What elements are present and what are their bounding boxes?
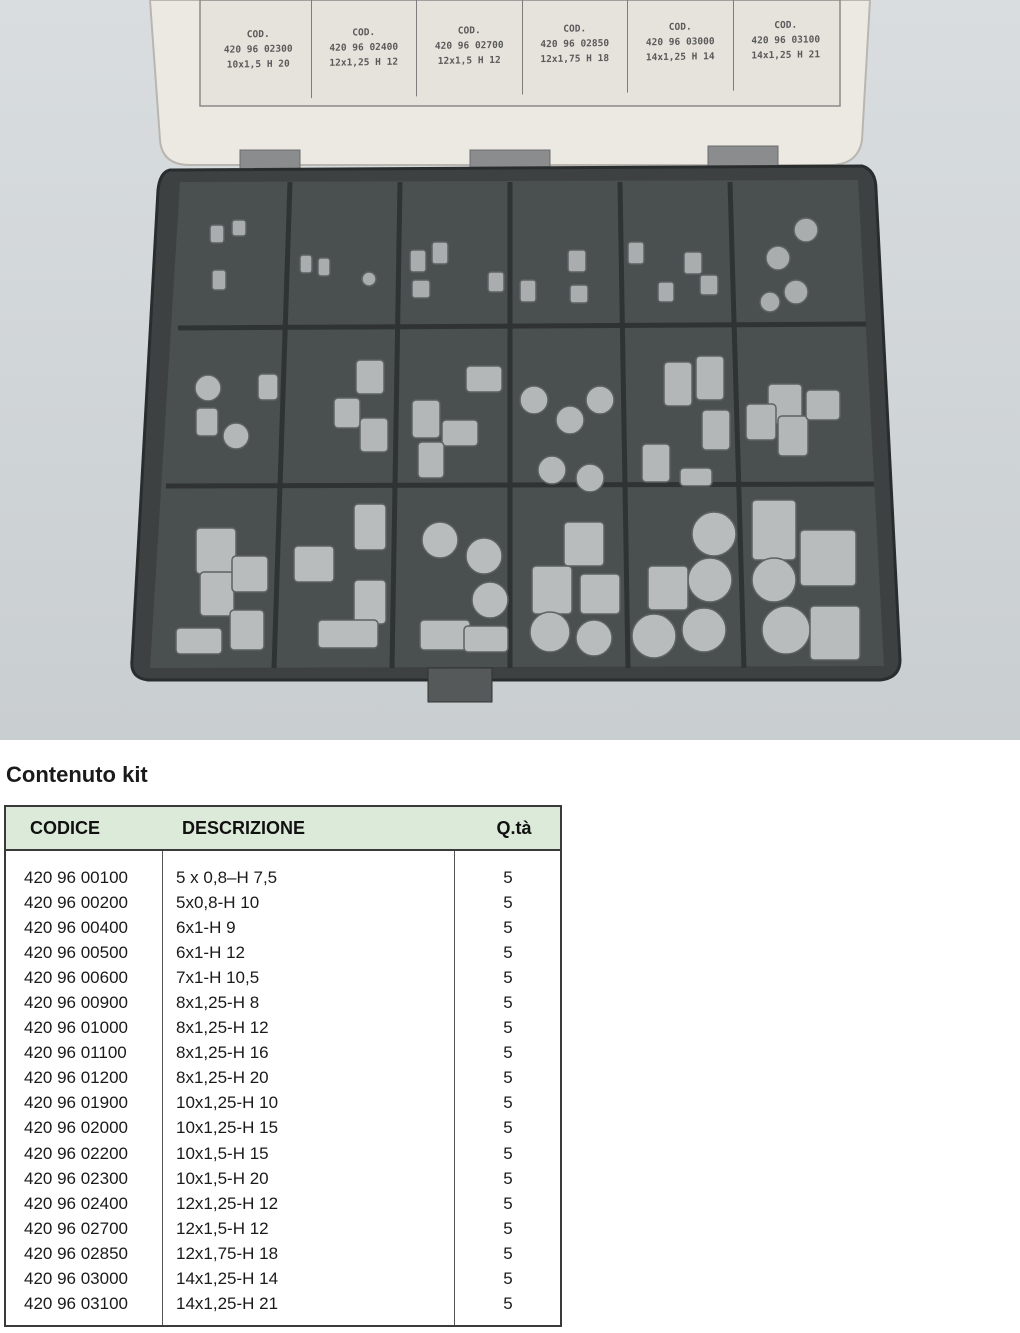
cell-description: 7x1-H 10,5 — [176, 967, 260, 987]
table-row — [6, 940, 560, 965]
cell-quantity: 5 — [503, 993, 513, 1013]
cell-quantity: 5 — [503, 917, 513, 937]
cell-code: 420 96 01900 — [24, 1093, 128, 1113]
cell-description: 10x1,25-H 10 — [176, 1093, 279, 1113]
lid-label-code: 420 96 02300 — [223, 42, 293, 56]
lid-label-cod: COD. — [774, 19, 798, 31]
table-row — [6, 1066, 560, 1091]
table-row — [6, 1141, 560, 1166]
table-row — [6, 1216, 560, 1241]
cell-code: 420 96 00100 — [24, 867, 128, 887]
cell-description: 12x1,5-H 12 — [176, 1218, 269, 1238]
table-row — [6, 1091, 560, 1116]
cell-description: 8x1,25-H 16 — [176, 1043, 269, 1063]
lid-label — [523, 0, 629, 94]
lid-label — [206, 0, 312, 100]
cell-description: 8x1,25-H 20 — [176, 1068, 269, 1088]
column-header-quantity: Q.tà — [496, 817, 532, 838]
cell-code: 420 96 02700 — [24, 1218, 128, 1238]
lid-label-cod: COD. — [246, 28, 270, 40]
cell-code: 420 96 03000 — [24, 1269, 128, 1289]
table-body — [6, 851, 560, 1325]
table-row — [6, 1166, 560, 1191]
table-row — [6, 1292, 560, 1317]
cell-quantity: 5 — [503, 1218, 513, 1238]
lid-label — [312, 0, 418, 98]
lid-label-cod: COD. — [668, 21, 692, 33]
table-row — [6, 965, 560, 990]
lid-label-desc: 12x1,25 H 12 — [329, 56, 399, 69]
table-row — [6, 890, 560, 915]
cell-code: 420 96 02400 — [24, 1193, 128, 1213]
lid-label-code: 420 96 03000 — [645, 35, 715, 48]
cell-quantity: 5 — [503, 892, 513, 912]
cell-code: 420 96 00600 — [24, 967, 128, 987]
cell-code: 420 96 02200 — [24, 1143, 128, 1163]
cell-code: 420 96 00500 — [24, 942, 128, 962]
cell-description: 12x1,25-H 12 — [176, 1193, 279, 1213]
table-row — [6, 1267, 560, 1292]
cell-code: 420 96 01000 — [24, 1018, 128, 1038]
cell-code: 420 96 01200 — [24, 1068, 128, 1088]
table-row — [6, 915, 560, 940]
cell-quantity: 5 — [503, 1018, 513, 1038]
cell-code: 420 96 02850 — [24, 1243, 128, 1263]
lid-label-desc: 10x1,5 H 20 — [226, 58, 290, 71]
cell-quantity: 5 — [503, 1193, 513, 1213]
cell-description: 6x1-H 12 — [176, 942, 245, 962]
cell-code: 420 96 00200 — [24, 892, 128, 912]
cell-description: 10x1,25-H 15 — [176, 1118, 279, 1138]
lid-label-strip — [206, 0, 838, 100]
cell-quantity: 5 — [503, 1068, 513, 1088]
cell-quantity: 5 — [503, 942, 513, 962]
lid-label-cod: COD. — [563, 22, 587, 35]
lid-label-desc: 14x1,25 H 14 — [645, 50, 715, 63]
cell-description: 6x1-H 9 — [176, 917, 236, 937]
lid-label — [628, 0, 734, 93]
cell-description: 5 x 0,8–H 7,5 — [176, 867, 278, 887]
table-row — [6, 990, 560, 1015]
column-header-description: DESCRIZIONE — [182, 817, 306, 838]
lid-label-desc: 14x1,25 H 21 — [751, 48, 821, 61]
cell-code: 420 96 02000 — [24, 1118, 128, 1138]
cell-quantity: 5 — [503, 1294, 513, 1314]
lid-label — [734, 0, 839, 91]
lid-label-code: 420 96 02850 — [540, 37, 610, 50]
cell-description: 14x1,25-H 14 — [176, 1269, 279, 1289]
cell-description: 10x1,5-H 15 — [176, 1143, 269, 1163]
lid-label-desc: 12x1,5 H 12 — [437, 54, 501, 67]
cell-description: 5x0,8-H 10 — [176, 892, 260, 912]
lid-label — [417, 0, 523, 96]
cell-quantity: 5 — [503, 1168, 513, 1188]
cell-description: 8x1,25-H 8 — [176, 993, 260, 1013]
cell-quantity: 5 — [503, 867, 513, 887]
kit-contents-table — [4, 805, 562, 1327]
table-row — [6, 1041, 560, 1066]
lid-label-cod: COD. — [457, 24, 481, 37]
cell-description: 12x1,75-H 18 — [176, 1243, 279, 1263]
cell-description: 8x1,25-H 12 — [176, 1018, 269, 1038]
table-row — [6, 1191, 560, 1216]
cell-code: 420 96 03100 — [24, 1294, 128, 1314]
lid-label-code: 420 96 02700 — [434, 39, 504, 52]
table-rows — [6, 865, 560, 1317]
cell-code: 420 96 00900 — [24, 993, 128, 1013]
lid-label-code: 420 96 02400 — [329, 41, 399, 54]
table-header — [6, 807, 560, 851]
lid-label-desc: 12x1,75 H 18 — [540, 52, 610, 65]
table-row — [6, 1241, 560, 1266]
lid-label-code: 420 96 03100 — [751, 33, 821, 46]
cell-quantity: 5 — [503, 1243, 513, 1263]
cell-code: 420 96 00400 — [24, 917, 128, 937]
cell-description: 10x1,5-H 20 — [176, 1168, 269, 1188]
table-row — [6, 1016, 560, 1041]
table-row — [6, 1116, 560, 1141]
cell-quantity: 5 — [503, 1043, 513, 1063]
cell-quantity: 5 — [503, 1143, 513, 1163]
cell-quantity: 5 — [503, 1118, 513, 1138]
table-row — [6, 865, 560, 890]
cell-description: 14x1,25-H 21 — [176, 1294, 279, 1314]
cell-quantity: 5 — [503, 1093, 513, 1113]
cell-quantity: 5 — [503, 1269, 513, 1289]
cell-quantity: 5 — [503, 967, 513, 987]
cell-code: 420 96 02300 — [24, 1168, 128, 1188]
section-title: Contenuto kit — [6, 762, 148, 787]
column-header-code: CODICE — [30, 817, 101, 838]
lid-label-cod: COD. — [352, 26, 376, 38]
cell-code: 420 96 01100 — [24, 1043, 127, 1063]
